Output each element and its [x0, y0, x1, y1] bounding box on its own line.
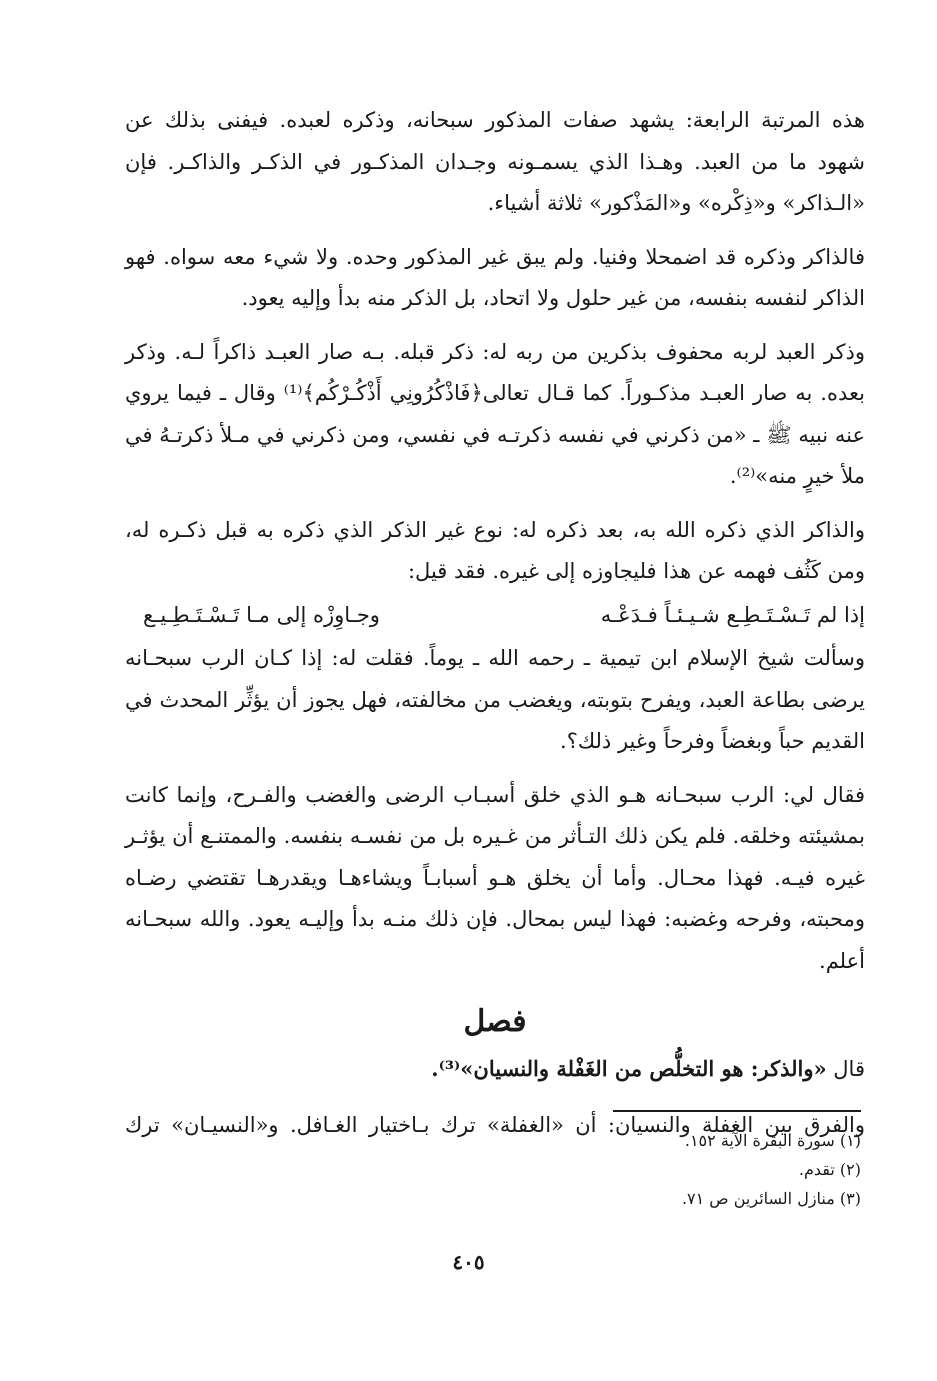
footnote-1: (١) سورة البقرة الآية ١٥٢.: [684, 1131, 861, 1150]
page-number: ٤٠٥: [452, 1250, 485, 1274]
paragraph-5: وسألت شيخ الإسلام ابن تيمية ـ رحمه الله ـ يوماً. فقلت له: إذا كـان الرب سبحـانه يرضى بطاعة العبد، ويفرح بتوبته، ويغضب من مخالفته، فهل يجوز أن يؤثِّر المحدث في القديم حباً وبغضاً وفرحاً وغير ذلك؟.: [125, 646, 865, 753]
paragraph-4: والذاكر الذي ذكره الله به، بعد ذكره له: نوع غير الذكر الذي ذكره به قبل ذكـره له، ومن كَثُف فهمه عن هذا فليجاوزه إلى غيره. فقد قيل:: [125, 517, 865, 583]
paragraph-6: فقال لي: الرب سبحـانه هـو الذي خلق أسبـاب الرضى والغضب والفـرح، وإنما كانت بمشيئته وخلقه. فلم يكن ذلك التـأثر من غـيره بل من نفسـه بنفسه. والممتنـع أن يؤثـر غيره فيـه. فهذا محـال. وأما أن يخلق هـو أسبابـاً ويشاءهـا ويقدرهـا تقتضي رضـاه ومحبته، وفرحه وغضبه: فهذا ليس بمحال. فإن ذلك منـه بدأ وإليـه يعود. والله سبحـانه أعلم.: [125, 782, 866, 973]
paragraph-3: وذكر العبد لربه محفوف بذكرين من ربه له: ذكر قبله. بـه صار العبـد ذاكراً لـه. وذكر بعده. به صار العبـد مذكـوراً. كما قـال تعالى﴿فَاذْكُرُونِي أَذْكُـرْكُم﴾⁽¹⁾ وقال ـ فيما يروي عنه نبيه ﷺ ـ «من ذكرني في نفسه ذكرتـه في نفسي، ومن ذكرني في مـلأ ذكرتـهُ في ملأ خيرٍ منه»⁽²⁾.: [125, 339, 865, 488]
section-heading: فصل: [463, 1004, 527, 1039]
verse-first-hemistich: إذا لم تَـسْـتَـطِـع شـيـئـاً فـدَعْـه: [600, 602, 865, 627]
paragraph-7: والفرق بين الغفلة والنسيان: أن «الغفلة» ترك بـاختيار الغـافل. و«النسيـان» ترك: [125, 1112, 865, 1137]
footnote-divider: [613, 1110, 861, 1112]
paragraph-1: هذه المرتبة الرابعة: يشهد صفات المذكور سبحانه، وذكره لعبده. فيفنى بذلك عن شهود ما من العبد. وهـذا الذي يسمـونه وجـدان المذكـور في الذكـر والذاكـر. فإن «الـذاكر» و«ذِكْره» و«المَذْكور» ثلاثة أشياء.: [125, 108, 865, 215]
main-text: [125, 100, 865, 1158]
verse-second-hemistich: وجـاوِزْه إلى مـا تَـسْـتَـطِـيـع: [143, 602, 380, 627]
footnote-3: (٣) منازل السائرين ص ٧١.: [681, 1189, 861, 1208]
quote-text: «والذكر: هو التخلُّص من الغَفْلة والنسيان»⁽³⁾.: [431, 1056, 827, 1081]
footnotes: [361, 1126, 861, 1213]
quoted-definition: [125, 1048, 865, 1091]
footnote-2: (٢) تقدم.: [798, 1160, 861, 1179]
paragraph-2: فالذاكر وذكره قد اضمحلا وفنيا. ولم يبق غير المذكور وحده. ولا شيء معه سواه. فهو الذاكر لنفسه بنفسه، من غير حلول ولا اتحاد، بل الذكر منه بدأ وإليه يعود.: [125, 244, 865, 310]
poetry-verse: [125, 595, 865, 637]
quote-prefix: قال: [833, 1057, 865, 1081]
